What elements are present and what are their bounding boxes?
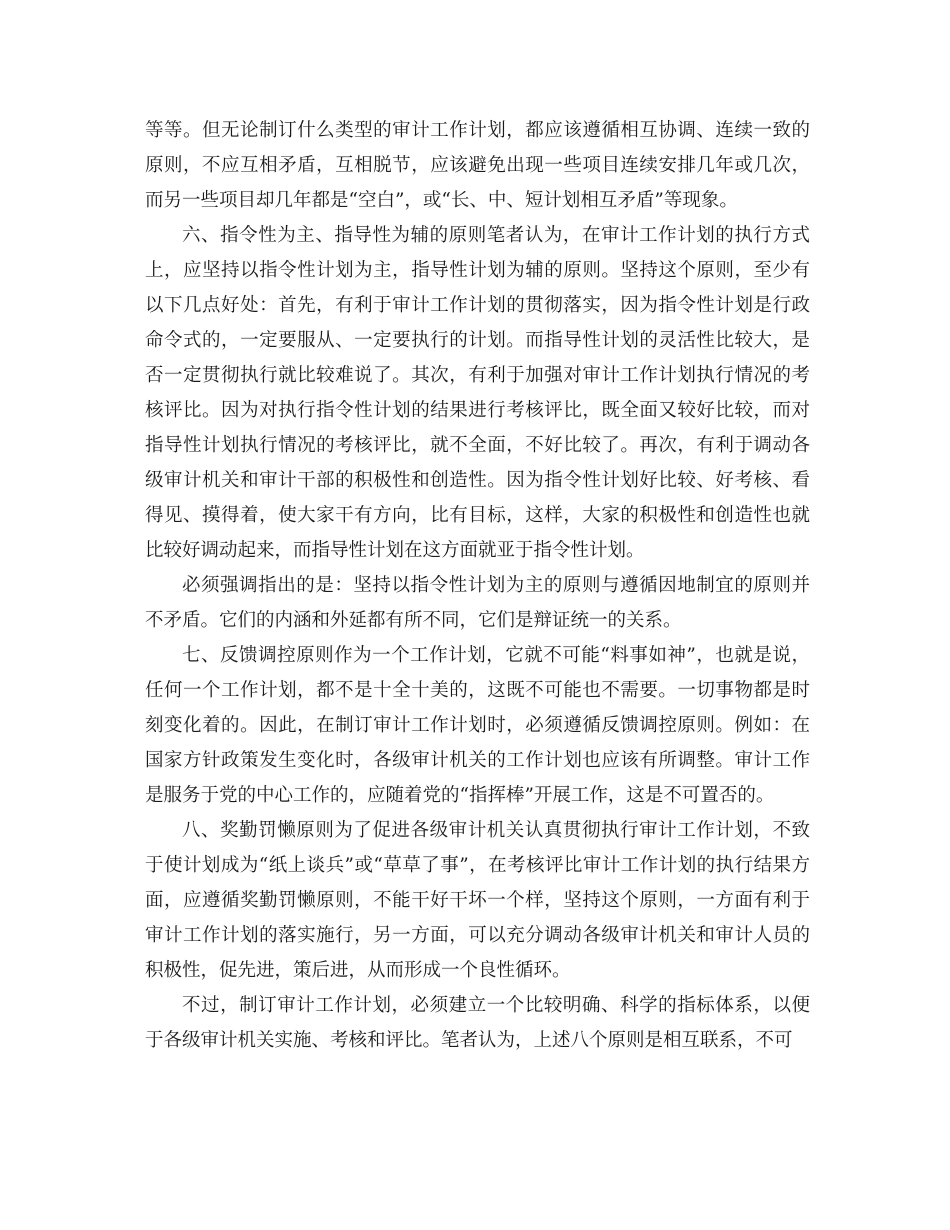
paragraph-principle-six: 六、指令性为主、指导性为辅的原则笔者认为，在审计工作计划的执行方式上，应坚持以指令性计划为主，指导性计划为辅的原则。坚持这个原则，至少有以下几点好处：首先，有利于审计工作计划的贯彻落实，因为指令性计划是行政命令式的，一定要服从、一定要执行的计划。而指导性计划的灵活性比较大，是否一定贯彻执行就比较难说了。其次，有利于加强对审计工作计划执行情况的考核评比。因为对执行指令性计划的结果进行考核评比，既全面又较好比较，而对指导性计划执行情况的考核评比，就不全面，不好比较了。再次，有利于调动各级审计机关和审计干部的积极性和创造性。因为指令性计划好比较、好考核、看得见、摸得着，使大家干有方向，比有目标，这样，大家的积极性和创造性也就比较好调动起来，而指导性计划在这方面就亚于指令性计划。 xyxy=(145,225,810,561)
paragraph-conclusion: 不过，制订审计工作计划，必须建立一个比较明确、科学的指标体系，以便于各级审计机关实施、考核和评比。笔者认为，上述八个原则是相互联系，不可 xyxy=(145,995,810,1051)
paragraph-emphasis: 必须强调指出的是：坚持以指令性计划为主的原则与遵循因地制宜的原则并不矛盾。它们的内涵和外延都有所不同，它们是辩证统一的关系。 xyxy=(145,575,810,631)
paragraph-principle-eight: 八、奖勤罚懒原则为了促进各级审计机关认真贯彻执行审计工作计划，不致于使计划成为“纸上谈兵”或“草草了事”，在考核评比审计工作计划的执行结果方面，应遵循奖勤罚懒原则，不能干好干坏一个样，坚持这个原则，一方面有利于审计工作计划的落实施行，另一方面，可以充分调动各级审计机关和审计人员的积极性，促先进，策后进，从而形成一个良性循环。 xyxy=(145,820,810,981)
paragraph-continuation: 等等。但无论制订什么类型的审计工作计划，都应该遵循相互协调、连续一致的原则，不应互相矛盾，互相脱节，应该避免出现一些项目连续安排几年或几次，而另一些项目却几年都是“空白”，或“长、中、短计划相互矛盾”等现象。 xyxy=(145,120,810,211)
paragraph-principle-seven: 七、反馈调控原则作为一个工作计划，它就不可能“料事如神”，也就是说，任何一个工作计划，都不是十全十美的，这既不可能也不需要。一切事物都是时刻变化着的。因此，在制订审计工作计划时，必须遵循反馈调控原则。例如：在国家方针政策发生变化时，各级审计机关的工作计划也应该有所调整。审计工作是服务于党的中心工作的，应随着党的“指挥棒”开展工作，这是不可置否的。 xyxy=(145,645,810,806)
document-body xyxy=(145,113,810,1058)
